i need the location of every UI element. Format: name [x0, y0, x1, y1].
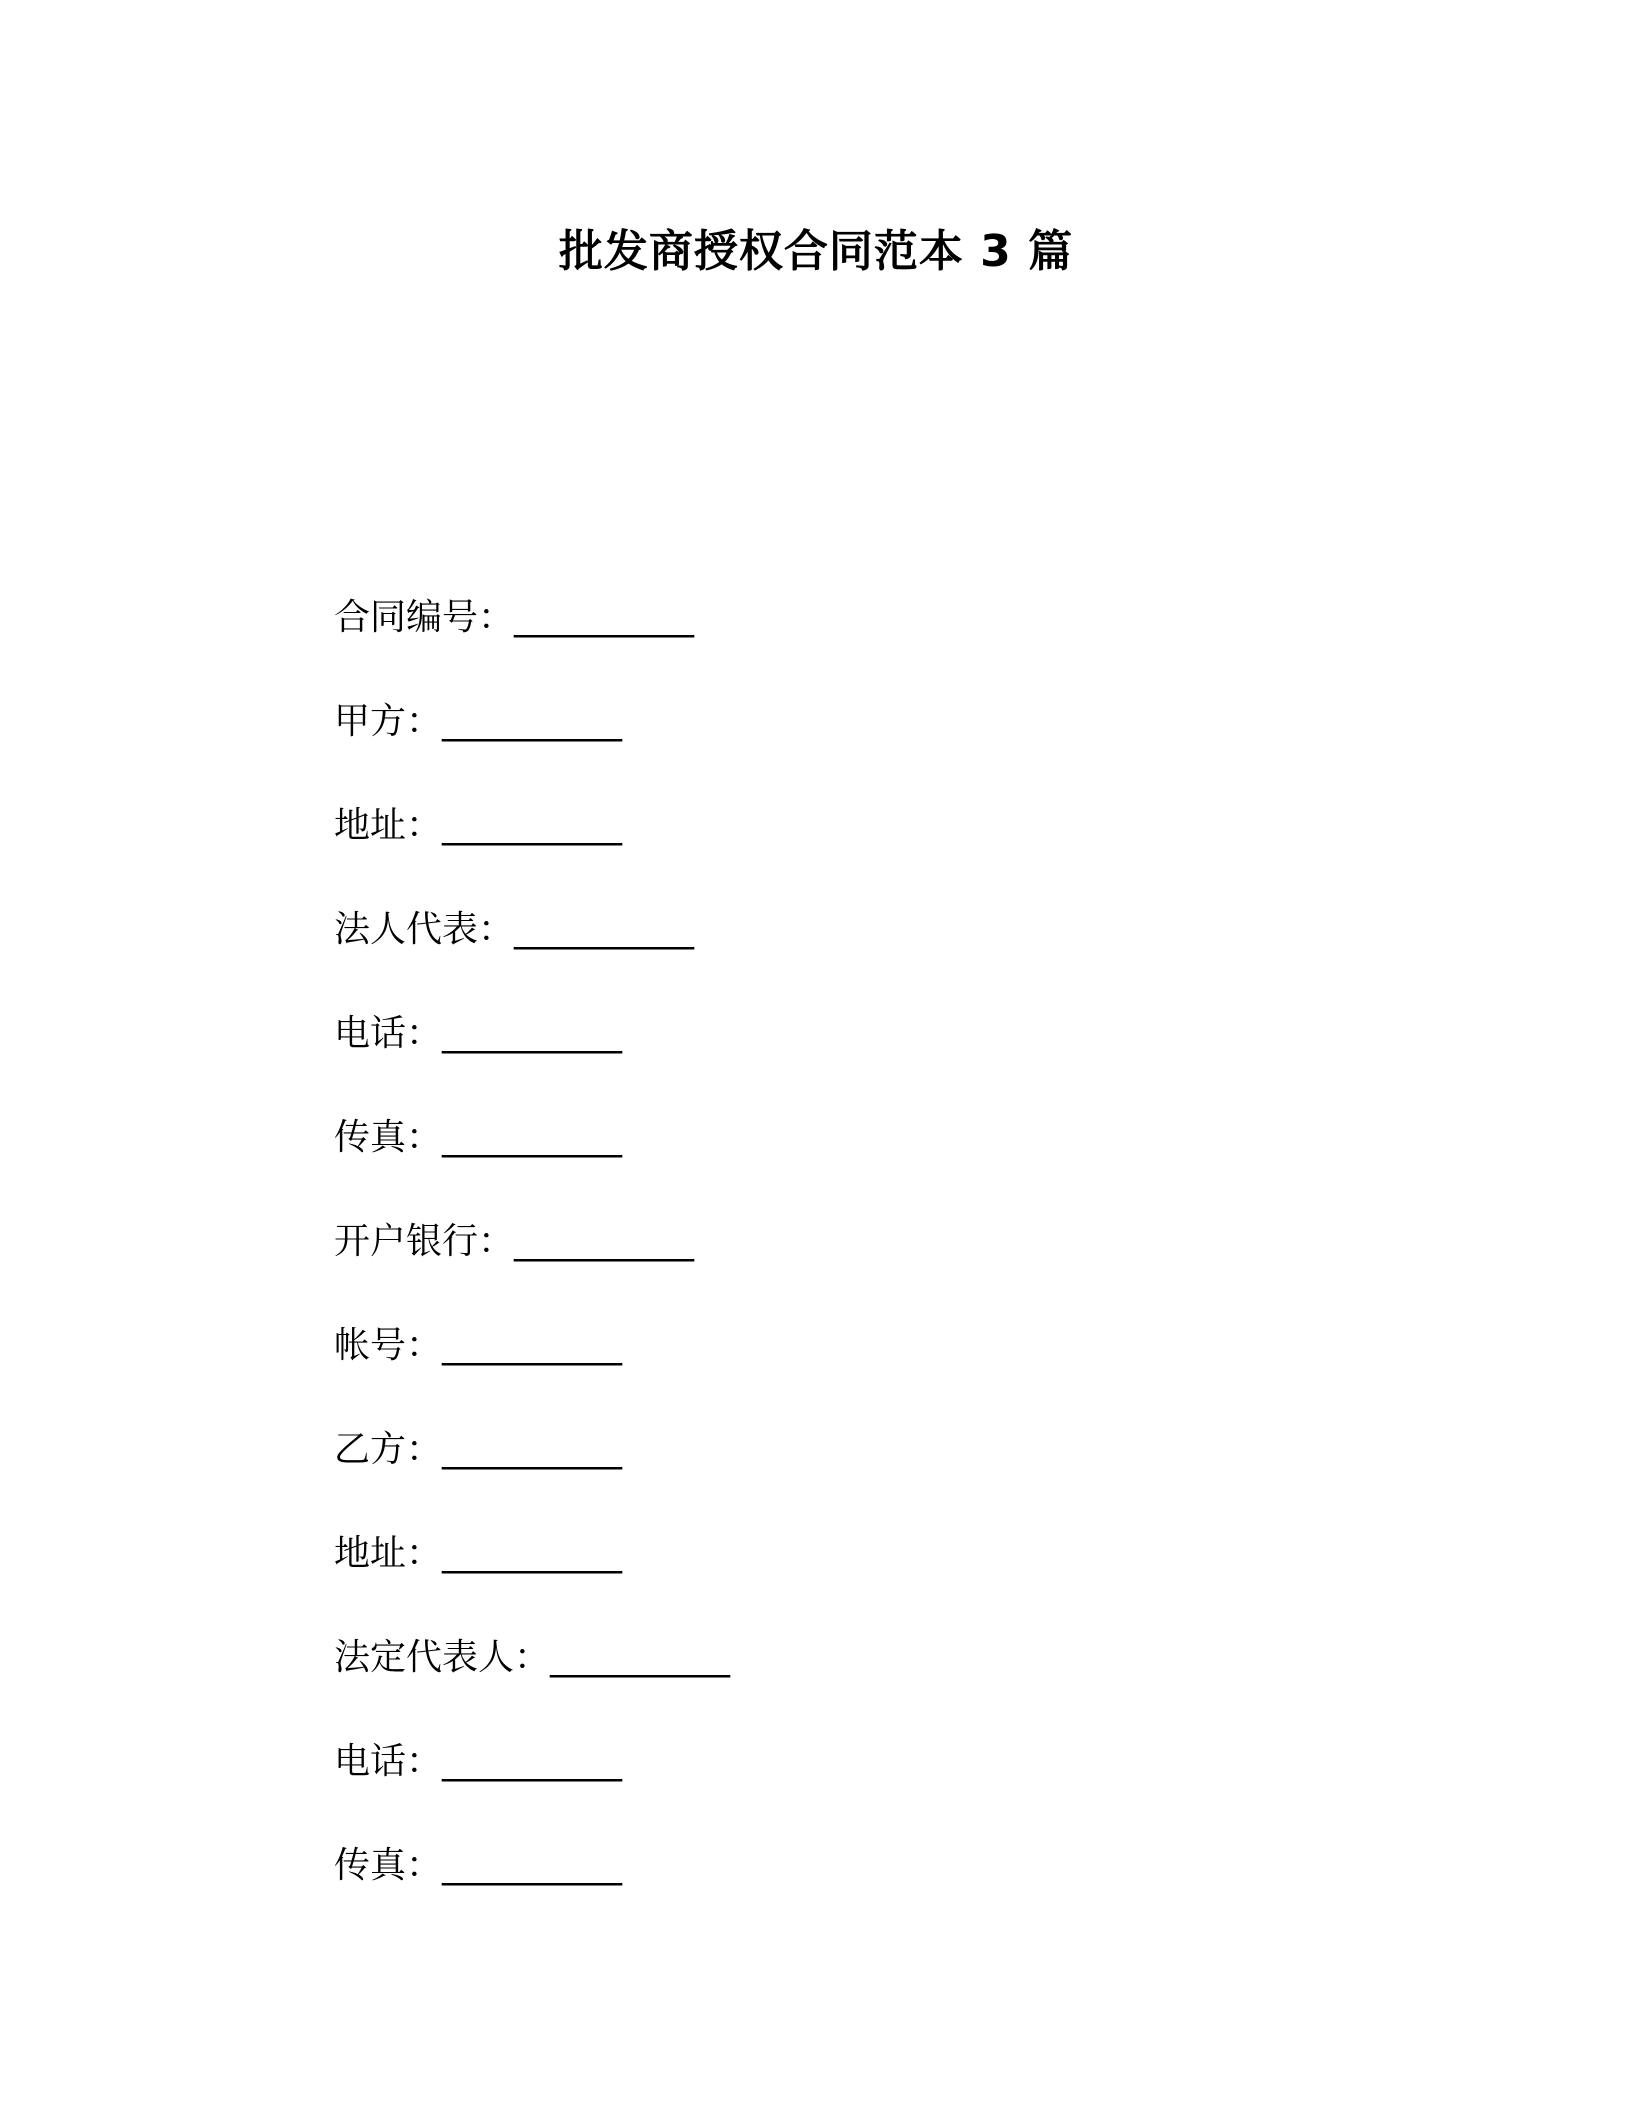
field-blank: __________: [442, 1741, 623, 1782]
field-blank: __________: [442, 805, 623, 846]
field-label: 电话：: [334, 1741, 443, 1782]
field-party-b-phone: [334, 1732, 730, 1836]
field-party-b-legal-representative: [334, 1628, 730, 1732]
field-label: 乙方：: [334, 1429, 443, 1470]
field-blank: __________: [442, 1533, 623, 1574]
field-party-a-phone: [334, 1004, 730, 1108]
field-label: 法人代表：: [334, 909, 515, 950]
field-blank: __________: [442, 1013, 623, 1054]
field-label: 甲方：: [334, 701, 443, 742]
field-label: 传真：: [334, 1845, 443, 1886]
field-blank: __________: [442, 1845, 623, 1886]
document-title: 批发商授权合同范本 3 篇: [558, 226, 1074, 277]
field-label: 法定代表人：: [334, 1637, 551, 1678]
field-blank: __________: [442, 701, 623, 742]
field-party-b-address: [334, 1524, 730, 1628]
field-label: 合同编号：: [334, 597, 515, 638]
field-blank: __________: [442, 1429, 623, 1470]
field-party-a-fax: [334, 1108, 730, 1212]
field-blank: __________: [442, 1117, 623, 1158]
field-label: 电话：: [334, 1013, 443, 1054]
field-blank: __________: [514, 1221, 695, 1262]
field-blank: __________: [514, 597, 695, 638]
field-label: 传真：: [334, 1117, 443, 1158]
field-label: 帐号：: [334, 1325, 443, 1366]
field-party-a-legal-representative: [334, 900, 730, 1004]
field-label: 地址：: [334, 805, 443, 846]
field-contract-number: [334, 588, 730, 692]
field-party-a-account: [334, 1316, 730, 1420]
field-party-a-address: [334, 796, 730, 900]
contract-field-list: [334, 588, 730, 1940]
field-party-b-fax: [334, 1836, 730, 1940]
field-label: 地址：: [334, 1533, 443, 1574]
field-blank: __________: [514, 909, 695, 950]
field-party-a: [334, 692, 730, 796]
field-party-a-bank: [334, 1212, 730, 1316]
field-blank: __________: [550, 1637, 731, 1678]
field-label: 开户银行：: [334, 1221, 515, 1262]
field-blank: __________: [442, 1325, 623, 1366]
field-party-b: [334, 1420, 730, 1524]
